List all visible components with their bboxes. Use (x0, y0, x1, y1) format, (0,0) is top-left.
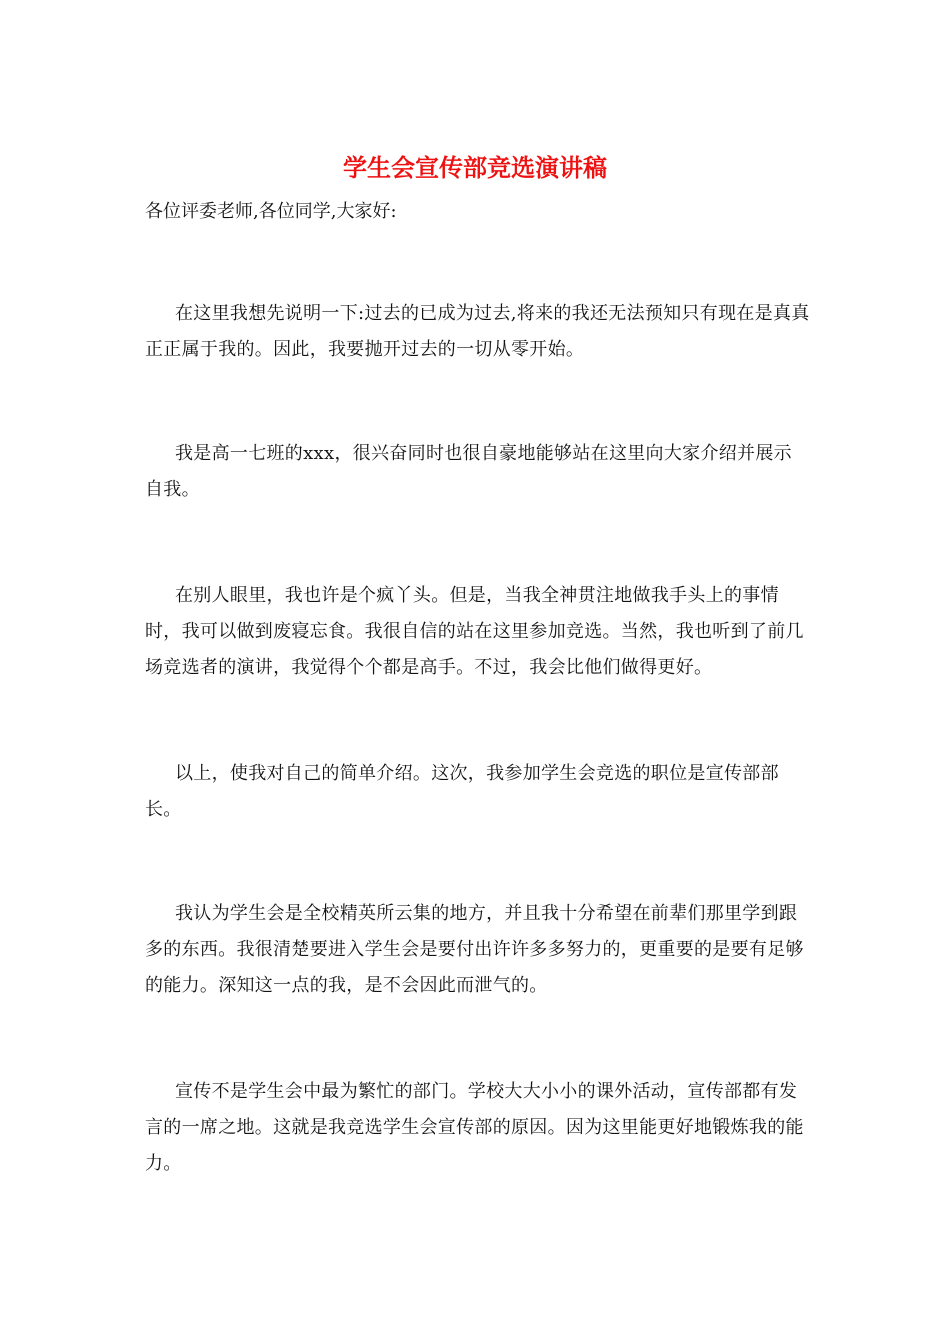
paragraph: 以上，使我对自己的简单介绍。这次，我参加学生会竞选的职位是宣传部部长。 (145, 763, 779, 820)
paragraph: 在别人眼里，我也许是个疯丫头。但是，当我全神贯注地做我手头上的事情时，我可以做到废寝忘食。我很自信的站在这里参加竞选。当然，我也听到了前几场竞选者的演讲，我觉得个个都是高手。不过，我会比他们做得更好。 (145, 585, 804, 678)
paragraph: 我是高一七班的xxx，很兴奋同时也很自豪地能够站在这里向大家介绍并展示自我。 (145, 443, 792, 500)
greeting-line: 各位评委老师,各位同学,大家好: (145, 201, 397, 222)
paragraph: 宣传不是学生会中最为繁忙的部门。学校大大小小的课外活动，宣传部都有发言的一席之地。这就是我竞选学生会宣传部的原因。因为这里能更好地锻炼我的能力。 (145, 1081, 804, 1174)
paragraph: 在这里我想先说明一下:过去的已成为过去,将来的我还无法预知只有现在是真真正正属于我的。因此，我要抛开过去的一切从零开始。 (145, 303, 810, 360)
paragraph: 我认为学生会是全校精英所云集的地方，并且我十分希望在前辈们那里学到跟多的东西。我很清楚要进入学生会是要付出许许多多努力的，更重要的是要有足够的能力。深知这一点的我，是不会因此而泄气的。 (145, 903, 804, 996)
document-title: 学生会宣传部竞选演讲稿 (343, 153, 607, 182)
